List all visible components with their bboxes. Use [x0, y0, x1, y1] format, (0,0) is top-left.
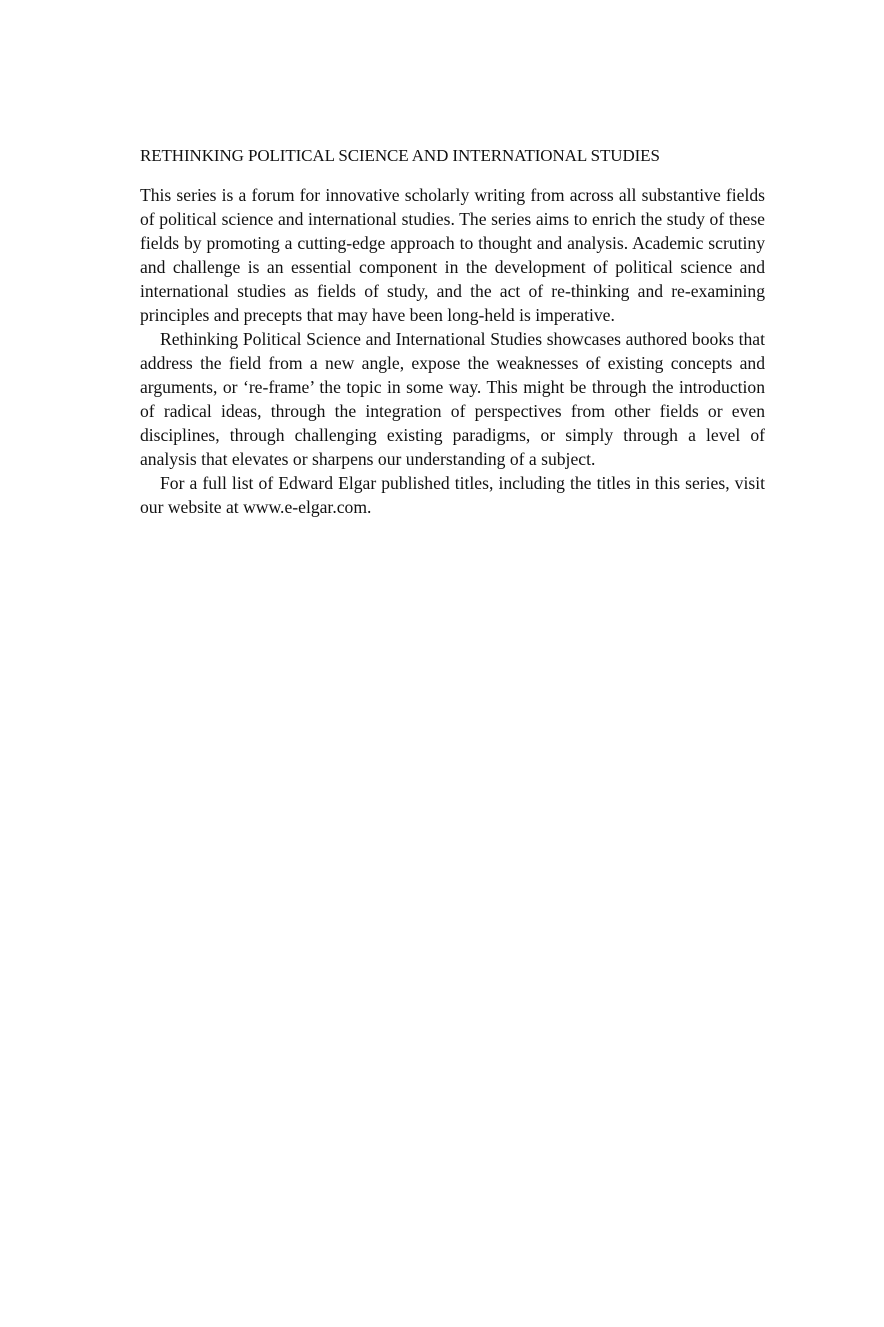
paragraph-series-scope: Rethinking Political Science and International Studies showcases authored books that address the field from a new angle, expose the weaknesses of existing concepts and arguments, or ‘re-frame’ the topic in some way. This might be through the introduction of radical ideas, through the integration of perspectives from other fields or even disciplines, through challenging existing paradigms, or simply through a level of analysis that elevates or sharpens our understanding of a subject. — [140, 329, 765, 469]
paragraph-series-overview: This series is a forum for innovative scholarly writing from across all substantive fields of political science and international studies. The series aims to enrich the study of these fields by promoting a cutting-edge approach to thought and analysis. Academic scrutiny and challenge is an essential component in the development of political science and international studies as fields of study, and the act of re-thinking and re-examining principles and precepts that may have been long-held is imperative. — [140, 185, 765, 325]
series-title: RETHINKING POLITICAL SCIENCE AND INTERNATIONAL STUDIES — [140, 146, 660, 165]
paragraph-publisher-website: For a full list of Edward Elgar published titles, including the titles in this series, visit our website at www.e-elgar.com. — [140, 473, 765, 517]
series-description — [140, 145, 765, 519]
